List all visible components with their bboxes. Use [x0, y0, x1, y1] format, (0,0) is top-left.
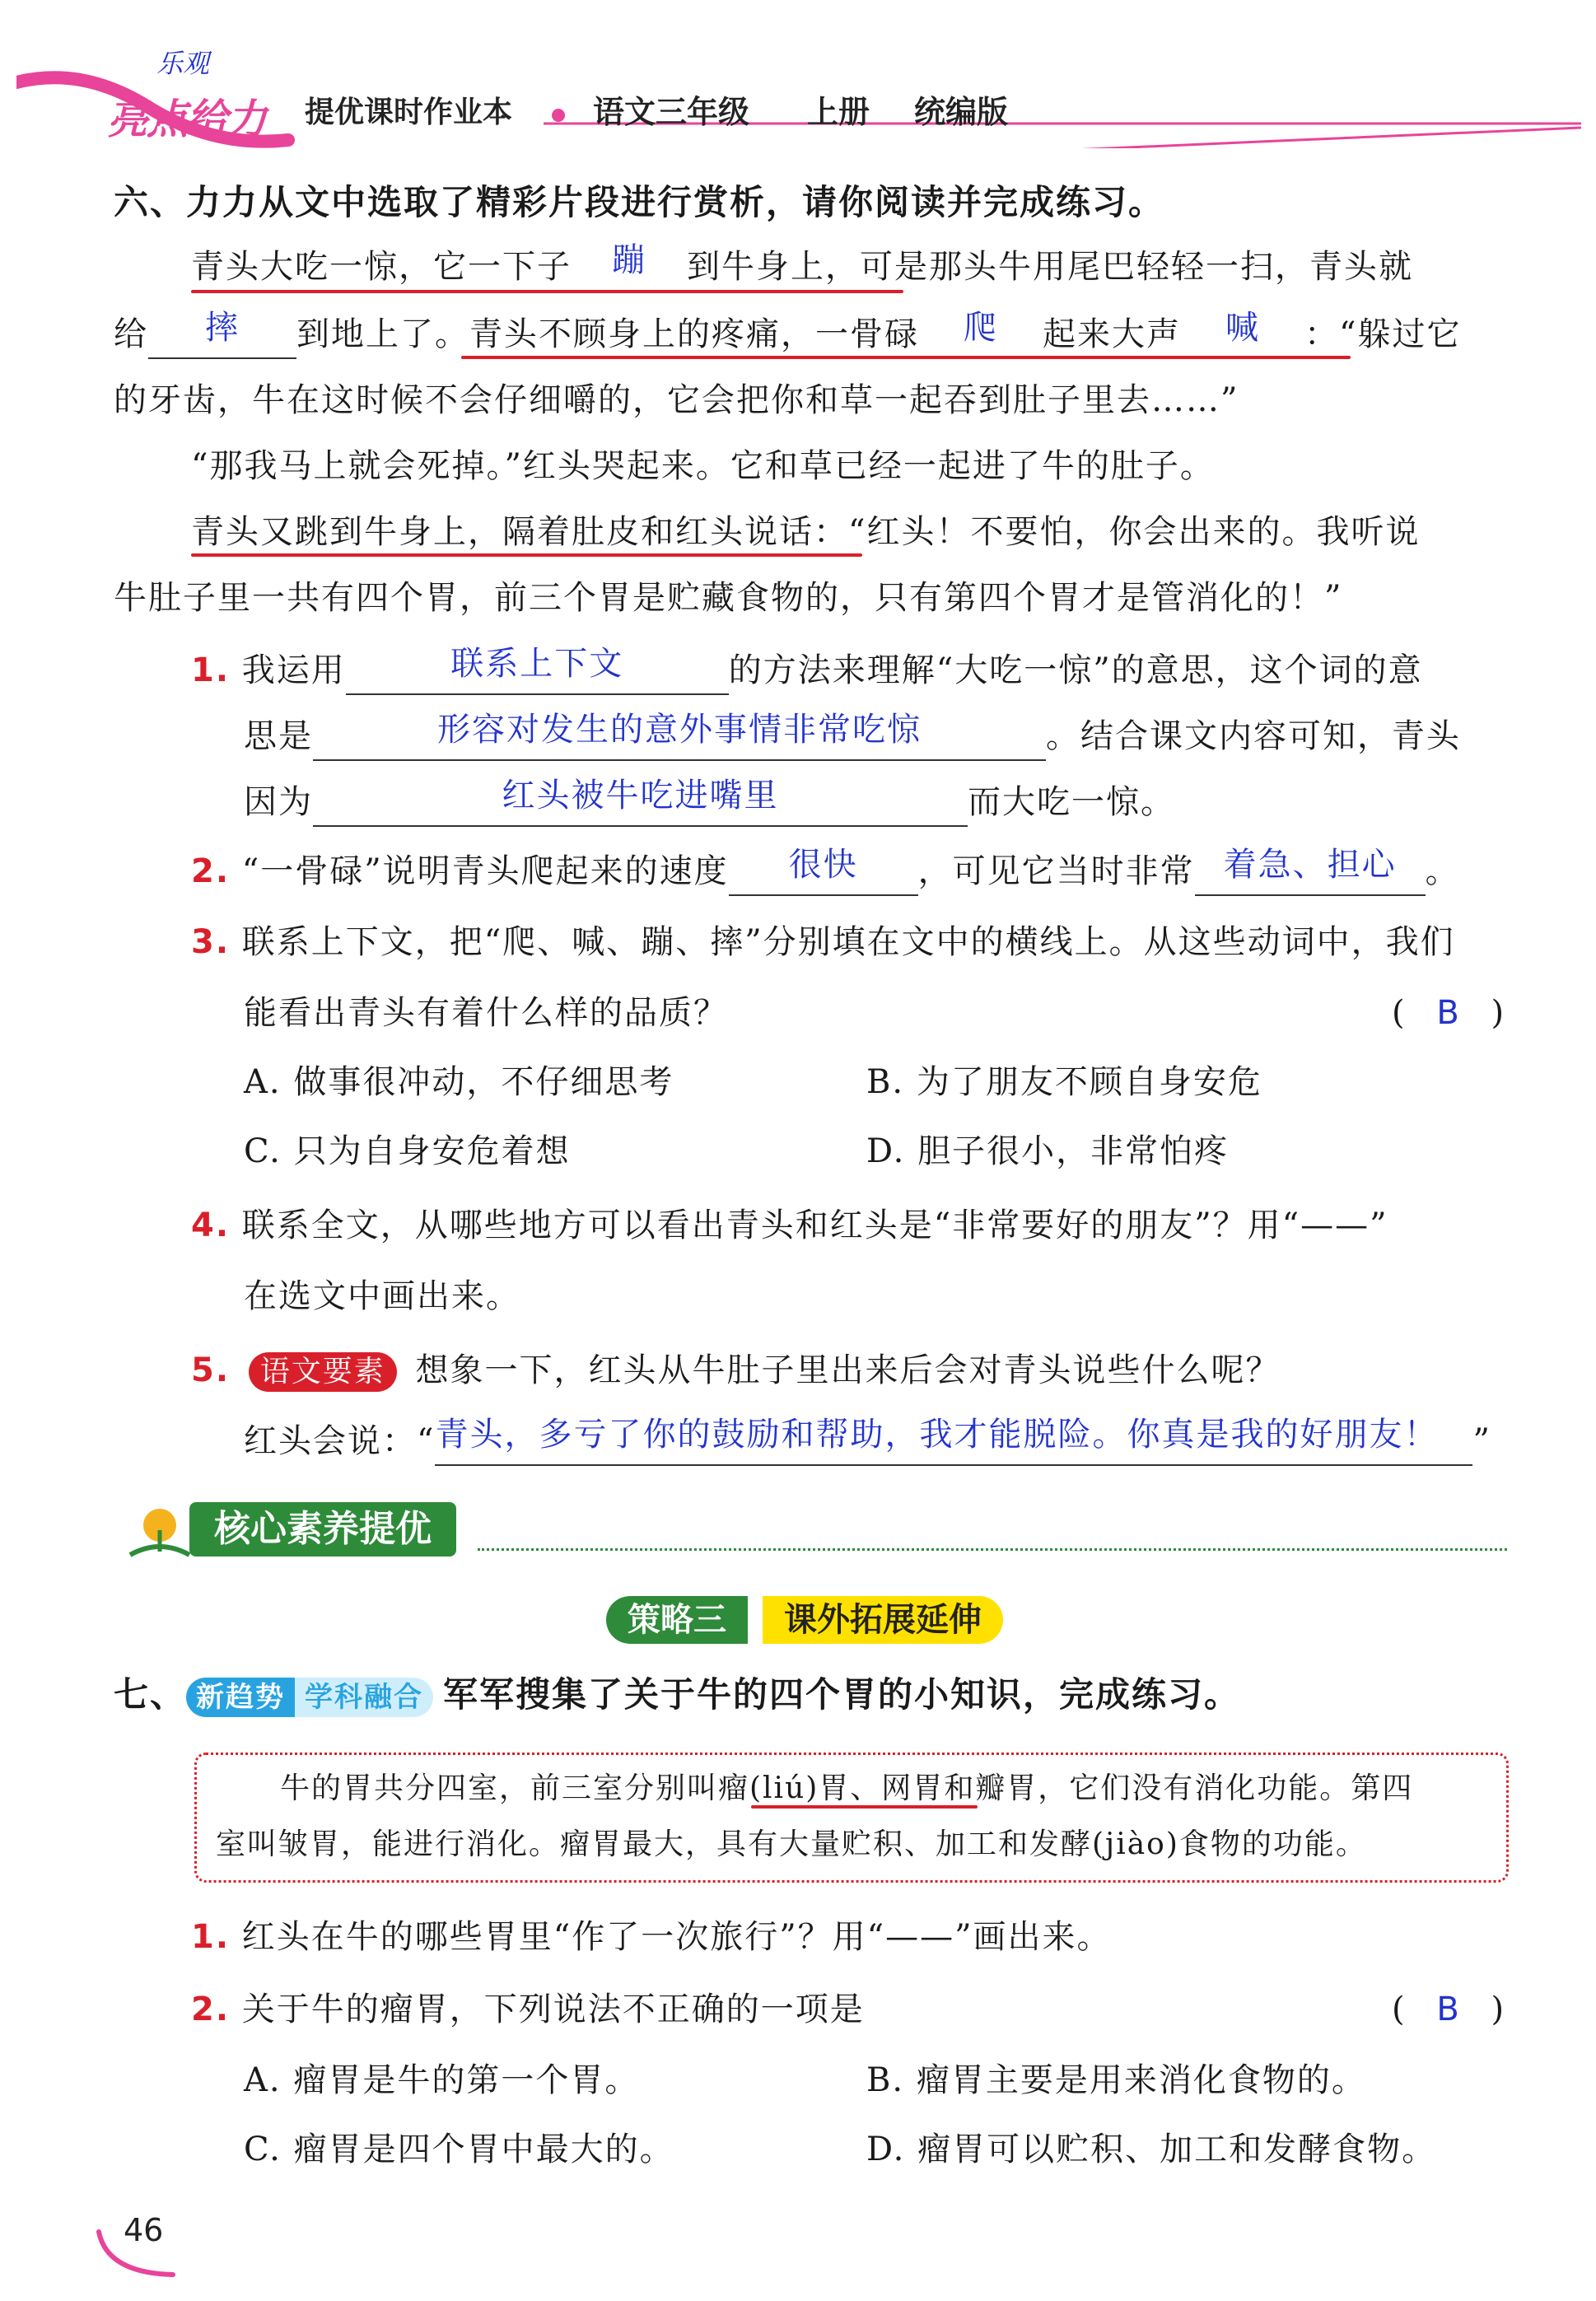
- strategy-title: 课外拓展延伸: [763, 1596, 1003, 1644]
- section6-title: 六、力力从文中选取了精彩片段进行赏析，请你阅读并完成练习。: [114, 182, 1165, 222]
- question-1-line-2: 思是 形容对发生的意外事情非常吃惊 。结合课文内容可知，青头: [244, 713, 1461, 761]
- answer-field[interactable]: 红头被牛吃进嘴里: [313, 779, 968, 827]
- tag-subject-fusion: 学科融合: [295, 1678, 433, 1717]
- question-5-line-2: 红头会说：“青头，多亏了你的鼓励和帮助，我才能脱险。你真是我的好朋友！ ”: [244, 1418, 1491, 1466]
- tag-chinese-element: 语文要素: [249, 1352, 397, 1392]
- option-d[interactable]: D. 胆子很小，非常怕疼: [866, 1132, 1230, 1170]
- option-a[interactable]: A. 瘤胃是牛的第一个胃。: [244, 2061, 640, 2099]
- option-a[interactable]: A. 做事很冲动，不仔细思考: [244, 1063, 674, 1101]
- passage-text: 到牛身上，可是那头牛用尾巴轻轻一扫，青头就: [687, 248, 1413, 286]
- option-d[interactable]: D. 瘤胃可以贮积、加工和发酵食物。: [866, 2131, 1437, 2168]
- answer-field[interactable]: 形容对发生的意外事情非常吃惊: [313, 713, 1046, 761]
- question-5: 5. 语文要素 想象一下，红头从牛肚子里出来后会对青头说些什么呢？: [191, 1347, 1280, 1393]
- passage-line-5: 青头又跳到牛身上，隔着肚皮和红头说话：“红头！不要怕，你会出来的。我听说: [191, 513, 1421, 551]
- tag-new-trend: 新趋势: [186, 1678, 295, 1717]
- core-divider: [478, 1548, 1507, 1551]
- book-title: 提优课时作业本: [305, 96, 513, 129]
- sprout-icon: [122, 1497, 196, 1563]
- header-dot: [552, 109, 565, 122]
- friend-underline-1: [191, 290, 903, 293]
- passage-line-4: “那我马上就会死掉。”红头哭起来。它和草已经一起进了牛的肚子。: [191, 447, 1215, 485]
- volume: 上册: [807, 94, 870, 130]
- option-b[interactable]: B. 为了朋友不顾自身安危: [866, 1063, 1262, 1101]
- passage-line-1: [191, 241, 1413, 290]
- passage-line-2: 给 摔 到地上了。青头不顾身上的疼痛，一骨碌 爬 起来大声 喊 ：“躲过它: [114, 311, 1461, 359]
- s7-question-1: 1. 红头在牛的哪些胃里“作了一次旅行”？用“——”画出来。: [191, 1918, 1112, 1956]
- question-2: 2. “一骨碌”说明青头爬起来的速度 很快 ，可见它当时非常 着急、担心 。: [191, 848, 1460, 896]
- strategy-tag: 策略三: [606, 1596, 748, 1644]
- brand-top: 乐观: [156, 48, 210, 79]
- blank-shuai: 摔: [148, 311, 296, 359]
- passage-line-6: 牛肚子里一共有四个胃，前三个胃是贮藏食物的，只有第四个胃才是管消化的！”: [114, 579, 1343, 617]
- friend-underline-3: [191, 553, 862, 557]
- question-3: 3. 联系上下文，把“爬、喊、蹦、摔”分别填在文中的横线上。从这些动词中，我们: [191, 923, 1455, 961]
- passage-text: 青头大吃一惊，它一下子: [191, 248, 572, 286]
- blank-han: 喊: [1225, 309, 1260, 347]
- s7-question-2: 2. 关于牛的瘤胃，下列说法不正确的一项是: [191, 1991, 865, 2028]
- section7-title: 七、 新趋势 学科融合 军军搜集了关于牛的四个胃的小知识，完成练习。: [114, 1672, 1240, 1718]
- blank-beng: 蹦: [612, 241, 646, 279]
- question-1: 1. 我运用 联系上下文 的方法来理解“大吃一惊”的意思，这个词的意: [191, 647, 1423, 695]
- edition: 统编版: [914, 94, 1009, 130]
- option-b[interactable]: B. 瘤胃主要是用来消化食物的。: [866, 2061, 1366, 2099]
- core-title: 核心素养提优: [189, 1502, 456, 1557]
- answer-field[interactable]: 着急、担心: [1195, 848, 1426, 896]
- page-number: 46: [124, 2212, 164, 2248]
- passage-line-3: 的牙齿，牛在这时候不会仔细嚼的，它会把你和草一起吞到肚子里去……”: [114, 381, 1239, 419]
- question-3-line-2: 能看出青头有着什么样的品质？: [244, 994, 728, 1032]
- knowledge-line-1: 牛的胃共分四室，前三室分别叫瘤(liú)胃、网胃和瓣胃，它们没有消化功能。第四: [280, 1771, 1414, 1805]
- friend-underline-2: [461, 356, 1351, 359]
- option-c[interactable]: C. 只为自身安危着想: [244, 1132, 571, 1170]
- knowledge-line-2: 室叫皱胃，能进行消化。瘤胃最大，具有大量贮积、加工和发酵(jiào)食物的功能。: [216, 1827, 1367, 1861]
- question-4-line-2: 在选文中画出来。: [244, 1277, 520, 1315]
- option-c[interactable]: C. 瘤胃是四个胃中最大的。: [244, 2131, 674, 2168]
- brand-logo: 亮点给力: [107, 96, 265, 143]
- answer-field[interactable]: 联系上下文: [346, 647, 729, 695]
- answer-field[interactable]: 青头，多亏了你的鼓励和帮助，我才能脱险。你真是我的好朋友！: [435, 1418, 1472, 1466]
- answer-field[interactable]: 很快: [729, 848, 918, 896]
- question-4: 4. 联系全文，从哪些地方可以看出青头和红头是“非常要好的朋友”？用“——”: [191, 1207, 1388, 1244]
- question-1-line-3: 因为 红头被牛吃进嘴里 而大吃一惊。: [244, 779, 1175, 827]
- subject: 语文三年级: [593, 94, 750, 130]
- answer-paren[interactable]: ( B ): [1392, 994, 1506, 1032]
- blank-pa: 爬: [964, 309, 998, 347]
- stomach-underline: [751, 1805, 978, 1809]
- answer-paren[interactable]: ( B ): [1392, 1991, 1506, 2028]
